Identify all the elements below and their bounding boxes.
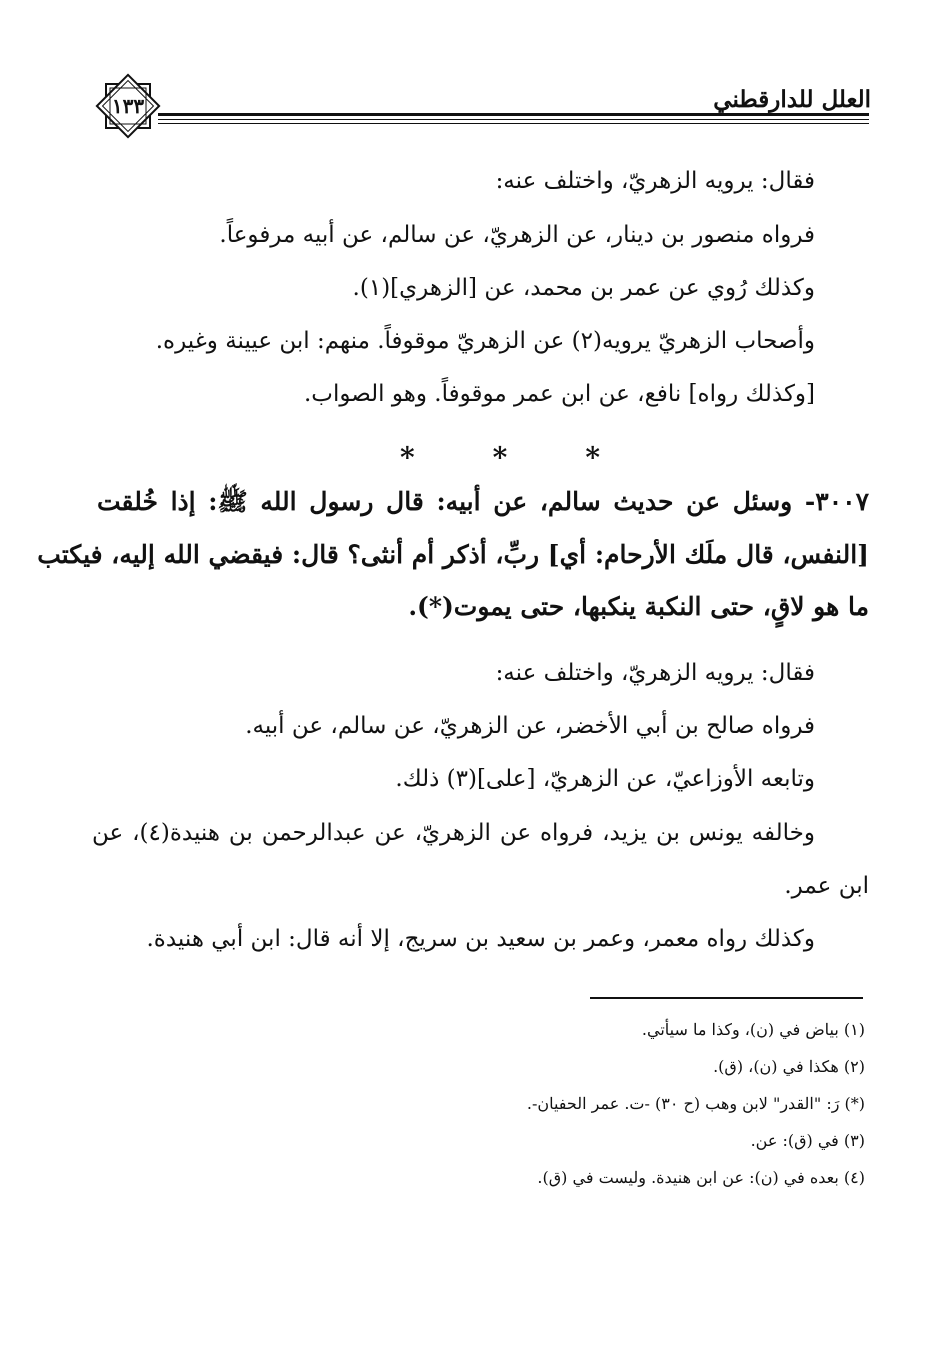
page-number-badge <box>88 66 168 146</box>
question-line-3: ما هو لاقٍ، حتى النكبة ينكبها، حتى يموت(*). <box>408 592 869 621</box>
answer-line-6: وكذلك رواه معمر، وعمر بن سعيد بن سريج، إلا أنه قال: ابن أبي هنيدة. <box>146 926 815 952</box>
footnote-4: (٣) في (ق): عن. <box>750 1131 865 1150</box>
footnote-1: (١) بياض في (ن)، وكذا ما سيأتي. <box>641 1020 865 1039</box>
body-line-2: فرواه منصور بن دينار، عن الزهريّ، عن سالم، عن أبيه مرفوعاً. <box>219 222 815 248</box>
section-separator <box>400 441 600 474</box>
header-rule-thick <box>158 113 869 116</box>
answer-line-4: وخالفه يونس بن يزيد، فرواه عن الزهريّ، عن عبدالرحمن بن هنيدة(٤)، عن <box>92 820 815 846</box>
body-line-1: فقال: يرويه الزهريّ، واختلف عنه: <box>495 168 815 194</box>
answer-line-5: ابن عمر. <box>784 873 869 899</box>
asterisk: * <box>585 441 600 474</box>
page-number: ١٣٣ <box>111 94 145 118</box>
asterisk: * <box>492 441 508 474</box>
body-line-5: [وكذلك رواه] نافع، عن ابن عمر موقوفاً. وهو الصواب. <box>303 381 815 407</box>
answer-line-3: وتابعه الأوزاعيّ، عن الزهريّ، [على](٣) ذلك. <box>395 766 815 792</box>
body-line-4: وأصحاب الزهريّ يرويه(٢) عن الزهريّ موقوفاً. منهم: ابن عيينة وغيره. <box>155 328 815 354</box>
footnote-3: (*) رَ: "القدر" لابن وهب (ح ٣٠) -ت. عمر الحفيان-. <box>526 1094 865 1113</box>
answer-line-1: فقال: يرويه الزهريّ، واختلف عنه: <box>495 660 815 686</box>
asterisk: * <box>400 441 415 474</box>
question-line-1: ٣٠٠٧- وسئل عن حديث سالم، عن أبيه: قال رسول الله ﷺ: إذا خُلقت <box>97 487 869 516</box>
running-title: العلل للدارقطني <box>713 86 871 113</box>
footnote-2: (٢) هكذا في (ن)، (ق). <box>713 1057 865 1076</box>
question-line-2: [النفس، قال ملَك الأرحام: أي] ربِّ، أذكر أم أنثى؟ قال: فيقضي الله إليه، فيكتب <box>37 540 869 569</box>
header-rule-thin <box>158 119 869 120</box>
answer-line-2: فرواه صالح بن أبي الأخضر، عن الزهريّ، عن سالم، عن أبيه. <box>245 713 815 739</box>
body-line-3: وكذلك رُوي عن عمر بن محمد، عن [الزهري](١). <box>352 275 815 301</box>
header-rule-thin-2 <box>158 123 869 124</box>
footnote-5: (٤) بعده في (ن): عن ابن هنيدة. وليست في (ق). <box>537 1168 865 1187</box>
footnote-rule <box>590 997 863 999</box>
